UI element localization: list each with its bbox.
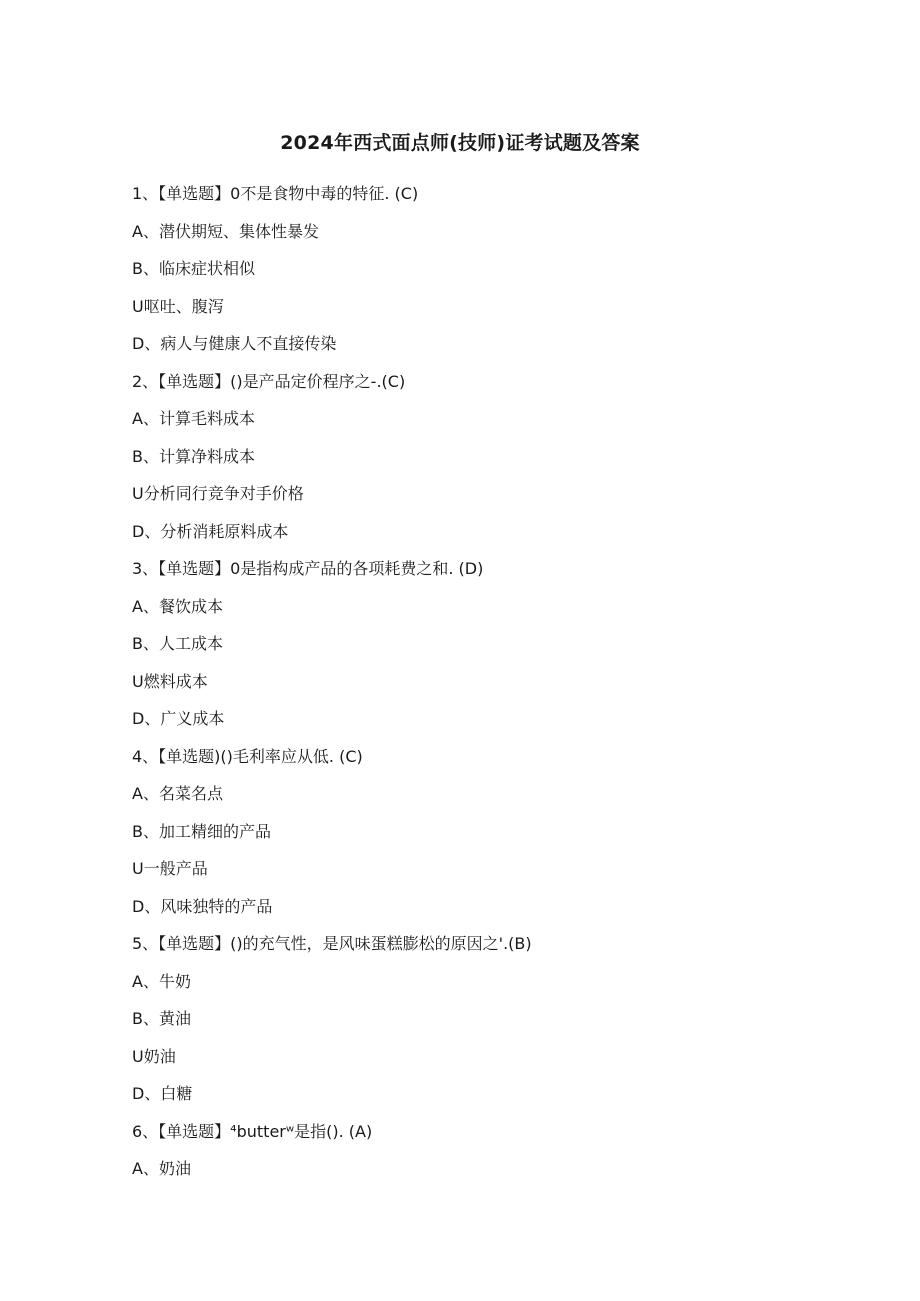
question-3-option-c: U燃料成本 [132,671,208,691]
question-6-stem: 6、【单选题】⁴butterʷ是指(). (A) [132,1121,373,1141]
question-3-stem: 3、【单选题】0是指构成产品的各项耗费之和. (D) [132,559,484,578]
question-2-stem: 2、【单选题】()是产品定价程序之-.(C) [132,371,406,391]
question-1-stem: 1、【单选题】0不是食物中毒的特征. (C) [132,184,419,203]
question-4-stem: 4、【单选题)()毛利率应从低. (C) [132,746,363,766]
question-6-option-a: A、奶油 [132,1159,191,1178]
question-2-option-b: B、计算净料成本 [132,446,255,466]
question-3-option-a: A、餐饮成本 [132,596,223,616]
question-5-stem: 5、【单选题】()的充气性，是风味蛋糕膨松的原因之'.(B) [132,934,532,953]
question-3-option-d: D、广义成本 [132,709,225,728]
question-5-option-d: D、白糖 [132,1084,193,1103]
question-3-option-b: B、人工成本 [132,634,223,653]
question-4-option-a: A、名菜名点 [132,784,223,803]
question-1-option-d: D、病人与健康人不直接传染 [132,334,337,353]
question-2-option-c: U分析同行竞争对手价格 [132,484,304,503]
question-list [132,181,832,1194]
question-2-option-d: D、分析消耗原料成本 [132,521,289,541]
question-5-option-a: A、牛奶 [132,971,191,991]
question-4-option-d: D、风味独特的产品 [132,896,273,916]
question-4-option-b: B、加工精细的产品 [132,821,271,841]
question-1-option-a: A、潜伏期短、集体性暴发 [132,221,319,241]
question-1-option-c: U呕吐、腹泻 [132,296,224,316]
question-4-option-c: U一般产品 [132,859,208,878]
question-1-option-b: B、临床症状相似 [132,259,255,278]
question-5-option-c: U奶油 [132,1046,176,1066]
document-title: 2024年西式面点师(技师)证考试题及答案 [280,132,640,154]
question-2-option-a: A、计算毛料成本 [132,409,255,428]
question-5-option-b: B、黄油 [132,1009,191,1028]
